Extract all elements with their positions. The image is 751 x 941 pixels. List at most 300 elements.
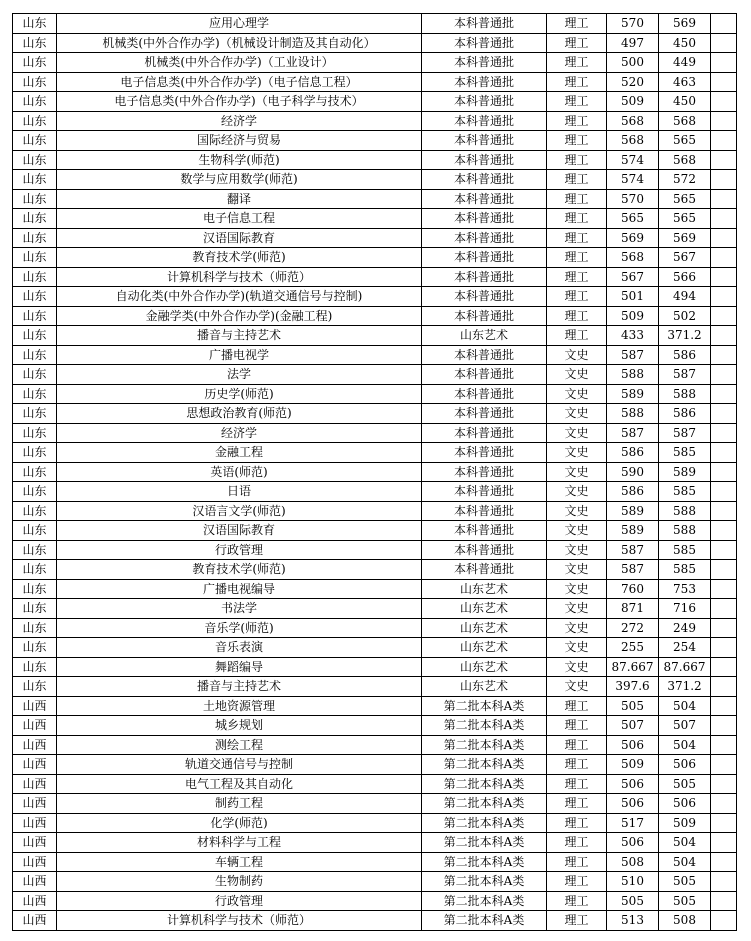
batch-cell: 本科普通批 bbox=[422, 345, 547, 365]
extra-cell bbox=[711, 852, 737, 872]
extra-cell bbox=[711, 716, 737, 736]
batch-cell: 本科普通批 bbox=[422, 540, 547, 560]
province-cell: 山西 bbox=[13, 813, 57, 833]
major-cell: 书法学 bbox=[57, 599, 422, 619]
major-cell: 舞蹈编导 bbox=[57, 657, 422, 677]
subject-cell: 文史 bbox=[547, 384, 607, 404]
batch-cell: 第二批本科A类 bbox=[422, 735, 547, 755]
province-cell: 山东 bbox=[13, 287, 57, 307]
extra-cell bbox=[711, 657, 737, 677]
province-cell: 山西 bbox=[13, 735, 57, 755]
extra-cell bbox=[711, 404, 737, 424]
major-cell: 车辆工程 bbox=[57, 852, 422, 872]
min-score-cell: 371.2 bbox=[659, 326, 711, 346]
province-cell: 山东 bbox=[13, 423, 57, 443]
subject-cell: 文史 bbox=[547, 540, 607, 560]
major-cell: 金融工程 bbox=[57, 443, 422, 463]
table-row bbox=[13, 891, 737, 911]
province-cell: 山东 bbox=[13, 599, 57, 619]
min-score-cell: 585 bbox=[659, 443, 711, 463]
batch-cell: 本科普通批 bbox=[422, 189, 547, 209]
max-score-cell: 568 bbox=[607, 131, 659, 151]
batch-cell: 第二批本科A类 bbox=[422, 852, 547, 872]
extra-cell bbox=[711, 170, 737, 190]
major-cell: 行政管理 bbox=[57, 891, 422, 911]
extra-cell bbox=[711, 462, 737, 482]
min-score-cell: 254 bbox=[659, 638, 711, 658]
table-row bbox=[13, 267, 737, 287]
province-cell: 山东 bbox=[13, 443, 57, 463]
max-score-cell: 589 bbox=[607, 384, 659, 404]
major-cell: 播音与主持艺术 bbox=[57, 326, 422, 346]
province-cell: 山西 bbox=[13, 872, 57, 892]
extra-cell bbox=[711, 365, 737, 385]
major-cell: 轨道交通信号与控制 bbox=[57, 755, 422, 775]
table-row bbox=[13, 618, 737, 638]
min-score-cell: 586 bbox=[659, 404, 711, 424]
table-row bbox=[13, 248, 737, 268]
table-row bbox=[13, 560, 737, 580]
province-cell: 山东 bbox=[13, 267, 57, 287]
batch-cell: 本科普通批 bbox=[422, 267, 547, 287]
extra-cell bbox=[711, 92, 737, 112]
table-row bbox=[13, 228, 737, 248]
major-cell: 计算机科学与技术（师范） bbox=[57, 911, 422, 931]
max-score-cell: 570 bbox=[607, 14, 659, 34]
table-row bbox=[13, 404, 737, 424]
min-score-cell: 716 bbox=[659, 599, 711, 619]
subject-cell: 理工 bbox=[547, 287, 607, 307]
major-cell: 经济学 bbox=[57, 111, 422, 131]
major-cell: 数学与应用数学(师范) bbox=[57, 170, 422, 190]
table-row bbox=[13, 443, 737, 463]
table-row bbox=[13, 657, 737, 677]
subject-cell: 理工 bbox=[547, 111, 607, 131]
table-row bbox=[13, 521, 737, 541]
table-row bbox=[13, 852, 737, 872]
province-cell: 山东 bbox=[13, 677, 57, 697]
table-row bbox=[13, 287, 737, 307]
subject-cell: 文史 bbox=[547, 618, 607, 638]
subject-cell: 理工 bbox=[547, 833, 607, 853]
extra-cell bbox=[711, 150, 737, 170]
table-row bbox=[13, 735, 737, 755]
max-score-cell: 520 bbox=[607, 72, 659, 92]
subject-cell: 文史 bbox=[547, 443, 607, 463]
min-score-cell: 509 bbox=[659, 813, 711, 833]
major-cell: 自动化类(中外合作办学)(轨道交通信号与控制) bbox=[57, 287, 422, 307]
max-score-cell: 505 bbox=[607, 891, 659, 911]
min-score-cell: 507 bbox=[659, 716, 711, 736]
subject-cell: 文史 bbox=[547, 521, 607, 541]
subject-cell: 文史 bbox=[547, 501, 607, 521]
province-cell: 山东 bbox=[13, 111, 57, 131]
extra-cell bbox=[711, 521, 737, 541]
batch-cell: 本科普通批 bbox=[422, 150, 547, 170]
min-score-cell: 87.667 bbox=[659, 657, 711, 677]
extra-cell bbox=[711, 599, 737, 619]
province-cell: 山东 bbox=[13, 72, 57, 92]
province-cell: 山东 bbox=[13, 209, 57, 229]
major-cell: 电子信息类(中外合作办学)（电子信息工程） bbox=[57, 72, 422, 92]
extra-cell bbox=[711, 384, 737, 404]
province-cell: 山东 bbox=[13, 150, 57, 170]
province-cell: 山东 bbox=[13, 657, 57, 677]
major-cell: 广播电视学 bbox=[57, 345, 422, 365]
subject-cell: 文史 bbox=[547, 599, 607, 619]
min-score-cell: 502 bbox=[659, 306, 711, 326]
batch-cell: 山东艺术 bbox=[422, 638, 547, 658]
min-score-cell: 505 bbox=[659, 872, 711, 892]
table-row bbox=[13, 599, 737, 619]
province-cell: 山西 bbox=[13, 852, 57, 872]
subject-cell: 文史 bbox=[547, 423, 607, 443]
max-score-cell: 568 bbox=[607, 111, 659, 131]
batch-cell: 第二批本科A类 bbox=[422, 794, 547, 814]
subject-cell: 理工 bbox=[547, 755, 607, 775]
table-row bbox=[13, 14, 737, 34]
batch-cell: 山东艺术 bbox=[422, 657, 547, 677]
subject-cell: 理工 bbox=[547, 33, 607, 53]
major-cell: 材料科学与工程 bbox=[57, 833, 422, 853]
batch-cell: 本科普通批 bbox=[422, 306, 547, 326]
extra-cell bbox=[711, 306, 737, 326]
max-score-cell: 497 bbox=[607, 33, 659, 53]
min-score-cell: 565 bbox=[659, 189, 711, 209]
extra-cell bbox=[711, 677, 737, 697]
table-row bbox=[13, 72, 737, 92]
extra-cell bbox=[711, 14, 737, 34]
table-row bbox=[13, 716, 737, 736]
batch-cell: 本科普通批 bbox=[422, 423, 547, 443]
max-score-cell: 433 bbox=[607, 326, 659, 346]
major-cell: 城乡规划 bbox=[57, 716, 422, 736]
batch-cell: 山东艺术 bbox=[422, 579, 547, 599]
major-cell: 计算机科学与技术（师范） bbox=[57, 267, 422, 287]
extra-cell bbox=[711, 755, 737, 775]
min-score-cell: 588 bbox=[659, 521, 711, 541]
extra-cell bbox=[711, 72, 737, 92]
subject-cell: 文史 bbox=[547, 482, 607, 502]
major-cell: 化学(师范) bbox=[57, 813, 422, 833]
extra-cell bbox=[711, 794, 737, 814]
table-row bbox=[13, 638, 737, 658]
min-score-cell: 568 bbox=[659, 150, 711, 170]
min-score-cell: 504 bbox=[659, 696, 711, 716]
max-score-cell: 760 bbox=[607, 579, 659, 599]
max-score-cell: 513 bbox=[607, 911, 659, 931]
table-row bbox=[13, 53, 737, 73]
extra-cell bbox=[711, 209, 737, 229]
subject-cell: 文史 bbox=[547, 657, 607, 677]
batch-cell: 本科普通批 bbox=[422, 111, 547, 131]
min-score-cell: 504 bbox=[659, 833, 711, 853]
max-score-cell: 510 bbox=[607, 872, 659, 892]
min-score-cell: 505 bbox=[659, 774, 711, 794]
max-score-cell: 568 bbox=[607, 248, 659, 268]
subject-cell: 理工 bbox=[547, 170, 607, 190]
major-cell: 播音与主持艺术 bbox=[57, 677, 422, 697]
table-row bbox=[13, 794, 737, 814]
province-cell: 山东 bbox=[13, 53, 57, 73]
batch-cell: 第二批本科A类 bbox=[422, 872, 547, 892]
subject-cell: 理工 bbox=[547, 267, 607, 287]
max-score-cell: 574 bbox=[607, 170, 659, 190]
batch-cell: 第二批本科A类 bbox=[422, 833, 547, 853]
max-score-cell: 501 bbox=[607, 287, 659, 307]
province-cell: 山东 bbox=[13, 306, 57, 326]
table-row bbox=[13, 677, 737, 697]
max-score-cell: 871 bbox=[607, 599, 659, 619]
extra-cell bbox=[711, 813, 737, 833]
subject-cell: 理工 bbox=[547, 735, 607, 755]
province-cell: 山东 bbox=[13, 501, 57, 521]
subject-cell: 理工 bbox=[547, 131, 607, 151]
extra-cell bbox=[711, 638, 737, 658]
major-cell: 广播电视编导 bbox=[57, 579, 422, 599]
major-cell: 音乐学(师范) bbox=[57, 618, 422, 638]
max-score-cell: 87.667 bbox=[607, 657, 659, 677]
extra-cell bbox=[711, 911, 737, 931]
province-cell: 山东 bbox=[13, 462, 57, 482]
table-row bbox=[13, 813, 737, 833]
major-cell: 电子信息工程 bbox=[57, 209, 422, 229]
table-row bbox=[13, 170, 737, 190]
batch-cell: 本科普通批 bbox=[422, 482, 547, 502]
batch-cell: 本科普通批 bbox=[422, 521, 547, 541]
major-cell: 历史学(师范) bbox=[57, 384, 422, 404]
table-row bbox=[13, 92, 737, 112]
province-cell: 山东 bbox=[13, 638, 57, 658]
table-row bbox=[13, 326, 737, 346]
max-score-cell: 506 bbox=[607, 833, 659, 853]
max-score-cell: 588 bbox=[607, 365, 659, 385]
extra-cell bbox=[711, 872, 737, 892]
min-score-cell: 450 bbox=[659, 92, 711, 112]
major-cell: 土地资源管理 bbox=[57, 696, 422, 716]
batch-cell: 第二批本科A类 bbox=[422, 716, 547, 736]
batch-cell: 本科普通批 bbox=[422, 462, 547, 482]
subject-cell: 文史 bbox=[547, 345, 607, 365]
score-table bbox=[12, 13, 737, 931]
max-score-cell: 507 bbox=[607, 716, 659, 736]
max-score-cell: 586 bbox=[607, 482, 659, 502]
subject-cell: 文史 bbox=[547, 579, 607, 599]
batch-cell: 本科普通批 bbox=[422, 209, 547, 229]
major-cell: 汉语国际教育 bbox=[57, 228, 422, 248]
max-score-cell: 565 bbox=[607, 209, 659, 229]
batch-cell: 本科普通批 bbox=[422, 92, 547, 112]
min-score-cell: 506 bbox=[659, 794, 711, 814]
table-row bbox=[13, 501, 737, 521]
province-cell: 山东 bbox=[13, 189, 57, 209]
major-cell: 电气工程及其自动化 bbox=[57, 774, 422, 794]
subject-cell: 理工 bbox=[547, 14, 607, 34]
subject-cell: 文史 bbox=[547, 560, 607, 580]
subject-cell: 理工 bbox=[547, 53, 607, 73]
table-row bbox=[13, 462, 737, 482]
table-row bbox=[13, 209, 737, 229]
max-score-cell: 567 bbox=[607, 267, 659, 287]
max-score-cell: 589 bbox=[607, 521, 659, 541]
province-cell: 山西 bbox=[13, 911, 57, 931]
max-score-cell: 509 bbox=[607, 306, 659, 326]
major-cell: 日语 bbox=[57, 482, 422, 502]
subject-cell: 理工 bbox=[547, 326, 607, 346]
min-score-cell: 753 bbox=[659, 579, 711, 599]
major-cell: 机械类(中外合作办学)（工业设计） bbox=[57, 53, 422, 73]
subject-cell: 理工 bbox=[547, 891, 607, 911]
table-row bbox=[13, 423, 737, 443]
extra-cell bbox=[711, 228, 737, 248]
max-score-cell: 509 bbox=[607, 755, 659, 775]
table-row bbox=[13, 482, 737, 502]
major-cell: 法学 bbox=[57, 365, 422, 385]
min-score-cell: 588 bbox=[659, 501, 711, 521]
batch-cell: 本科普通批 bbox=[422, 501, 547, 521]
table-row bbox=[13, 911, 737, 931]
admission-score-sheet bbox=[12, 13, 737, 931]
min-score-cell: 505 bbox=[659, 891, 711, 911]
min-score-cell: 565 bbox=[659, 131, 711, 151]
batch-cell: 第二批本科A类 bbox=[422, 911, 547, 931]
major-cell: 生物制药 bbox=[57, 872, 422, 892]
major-cell: 汉语言文学(师范) bbox=[57, 501, 422, 521]
max-score-cell: 255 bbox=[607, 638, 659, 658]
batch-cell: 本科普通批 bbox=[422, 443, 547, 463]
subject-cell: 文史 bbox=[547, 677, 607, 697]
table-row bbox=[13, 33, 737, 53]
table-row bbox=[13, 872, 737, 892]
min-score-cell: 566 bbox=[659, 267, 711, 287]
batch-cell: 本科普通批 bbox=[422, 560, 547, 580]
subject-cell: 理工 bbox=[547, 696, 607, 716]
table-row bbox=[13, 306, 737, 326]
extra-cell bbox=[711, 111, 737, 131]
subject-cell: 文史 bbox=[547, 462, 607, 482]
extra-cell bbox=[711, 287, 737, 307]
province-cell: 山东 bbox=[13, 618, 57, 638]
table-row bbox=[13, 755, 737, 775]
subject-cell: 理工 bbox=[547, 872, 607, 892]
subject-cell: 理工 bbox=[547, 228, 607, 248]
extra-cell bbox=[711, 482, 737, 502]
extra-cell bbox=[711, 774, 737, 794]
major-cell: 生物科学(师范) bbox=[57, 150, 422, 170]
batch-cell: 本科普通批 bbox=[422, 131, 547, 151]
province-cell: 山西 bbox=[13, 696, 57, 716]
batch-cell: 本科普通批 bbox=[422, 53, 547, 73]
batch-cell: 本科普通批 bbox=[422, 404, 547, 424]
min-score-cell: 565 bbox=[659, 209, 711, 229]
major-cell: 测绘工程 bbox=[57, 735, 422, 755]
extra-cell bbox=[711, 423, 737, 443]
batch-cell: 本科普通批 bbox=[422, 228, 547, 248]
min-score-cell: 494 bbox=[659, 287, 711, 307]
batch-cell: 山东艺术 bbox=[422, 326, 547, 346]
subject-cell: 文史 bbox=[547, 638, 607, 658]
province-cell: 山东 bbox=[13, 326, 57, 346]
major-cell: 金融学类(中外合作办学)(金融工程) bbox=[57, 306, 422, 326]
subject-cell: 理工 bbox=[547, 794, 607, 814]
score-table-body bbox=[13, 14, 737, 931]
major-cell: 英语(师范) bbox=[57, 462, 422, 482]
max-score-cell: 505 bbox=[607, 696, 659, 716]
province-cell: 山西 bbox=[13, 891, 57, 911]
extra-cell bbox=[711, 618, 737, 638]
table-row bbox=[13, 579, 737, 599]
max-score-cell: 587 bbox=[607, 560, 659, 580]
min-score-cell: 450 bbox=[659, 33, 711, 53]
min-score-cell: 587 bbox=[659, 365, 711, 385]
province-cell: 山东 bbox=[13, 33, 57, 53]
batch-cell: 本科普通批 bbox=[422, 287, 547, 307]
table-row bbox=[13, 384, 737, 404]
subject-cell: 理工 bbox=[547, 248, 607, 268]
extra-cell bbox=[711, 579, 737, 599]
max-score-cell: 397.6 bbox=[607, 677, 659, 697]
min-score-cell: 449 bbox=[659, 53, 711, 73]
batch-cell: 第二批本科A类 bbox=[422, 774, 547, 794]
extra-cell bbox=[711, 891, 737, 911]
major-cell: 教育技术学(师范) bbox=[57, 560, 422, 580]
major-cell: 电子信息类(中外合作办学)（电子科学与技术） bbox=[57, 92, 422, 112]
min-score-cell: 585 bbox=[659, 540, 711, 560]
min-score-cell: 504 bbox=[659, 735, 711, 755]
max-score-cell: 508 bbox=[607, 852, 659, 872]
subject-cell: 理工 bbox=[547, 150, 607, 170]
batch-cell: 第二批本科A类 bbox=[422, 891, 547, 911]
extra-cell bbox=[711, 131, 737, 151]
min-score-cell: 568 bbox=[659, 111, 711, 131]
table-row bbox=[13, 150, 737, 170]
major-cell: 思想政治教育(师范) bbox=[57, 404, 422, 424]
subject-cell: 理工 bbox=[547, 813, 607, 833]
extra-cell bbox=[711, 33, 737, 53]
min-score-cell: 506 bbox=[659, 755, 711, 775]
major-cell: 国际经济与贸易 bbox=[57, 131, 422, 151]
max-score-cell: 589 bbox=[607, 501, 659, 521]
extra-cell bbox=[711, 833, 737, 853]
subject-cell: 理工 bbox=[547, 716, 607, 736]
major-cell: 应用心理学 bbox=[57, 14, 422, 34]
max-score-cell: 587 bbox=[607, 345, 659, 365]
batch-cell: 本科普通批 bbox=[422, 33, 547, 53]
province-cell: 山西 bbox=[13, 833, 57, 853]
max-score-cell: 517 bbox=[607, 813, 659, 833]
batch-cell: 本科普通批 bbox=[422, 365, 547, 385]
province-cell: 山东 bbox=[13, 365, 57, 385]
major-cell: 汉语国际教育 bbox=[57, 521, 422, 541]
table-row bbox=[13, 345, 737, 365]
major-cell: 翻译 bbox=[57, 189, 422, 209]
major-cell: 音乐表演 bbox=[57, 638, 422, 658]
subject-cell: 文史 bbox=[547, 404, 607, 424]
province-cell: 山东 bbox=[13, 345, 57, 365]
max-score-cell: 586 bbox=[607, 443, 659, 463]
province-cell: 山西 bbox=[13, 794, 57, 814]
max-score-cell: 272 bbox=[607, 618, 659, 638]
major-cell: 制药工程 bbox=[57, 794, 422, 814]
max-score-cell: 506 bbox=[607, 794, 659, 814]
province-cell: 山西 bbox=[13, 755, 57, 775]
min-score-cell: 585 bbox=[659, 560, 711, 580]
min-score-cell: 371.2 bbox=[659, 677, 711, 697]
max-score-cell: 569 bbox=[607, 228, 659, 248]
batch-cell: 第二批本科A类 bbox=[422, 696, 547, 716]
province-cell: 山东 bbox=[13, 228, 57, 248]
table-row bbox=[13, 774, 737, 794]
